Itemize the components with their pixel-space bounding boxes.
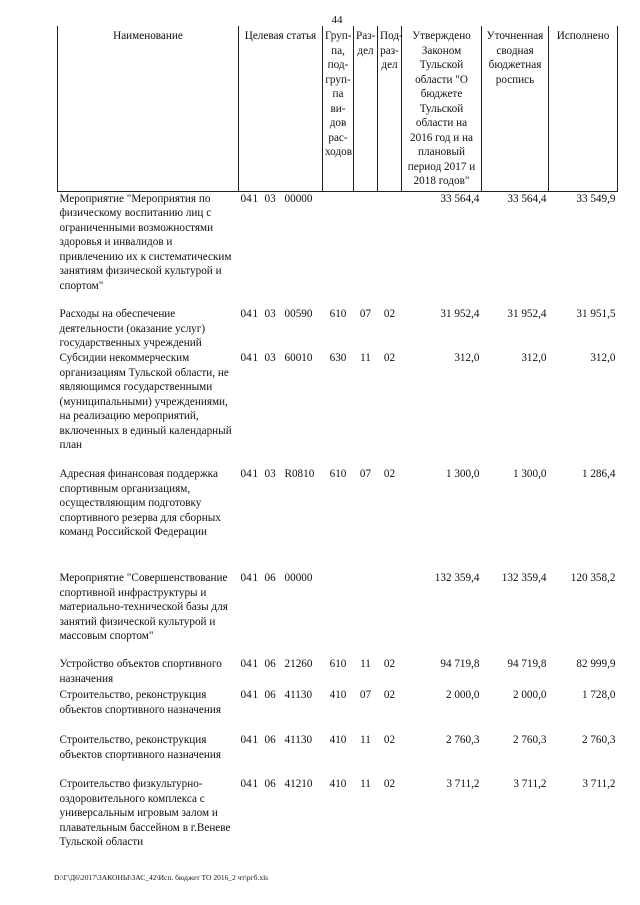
code-part: 60010 — [284, 352, 313, 364]
row-subsection: 02 — [383, 352, 396, 364]
header-section: Раз-дел — [354, 26, 378, 191]
row-name: Устройство объектов спортивного назначения — [59, 658, 222, 685]
row-subsection — [378, 571, 402, 657]
row-group: 610 — [329, 308, 347, 320]
row-target-code — [239, 351, 323, 467]
code-part: 21260 — [284, 658, 313, 670]
row-name: Расходы на обеспечение деятельности (оказание услуг) государственных учреждений — [59, 308, 206, 349]
row-group: 630 — [329, 352, 347, 364]
row-name: Адресная финансовая поддержка спортивным организациям, осуществляющим подготовку спортивного резерва для сборных команд Российской Федерации — [59, 468, 221, 538]
row-target-code — [239, 657, 323, 688]
row-subsection: 02 — [383, 778, 396, 790]
code-part: 03 — [264, 352, 276, 364]
row-target-code — [239, 733, 323, 777]
header-refined: Уточненная сводная бюджетная роспись — [482, 26, 549, 191]
row-approved: 1 300,0 — [445, 468, 480, 480]
code-part: 04 — [240, 778, 252, 790]
code-part: 1 — [252, 192, 259, 205]
row-name: Строительство, реконструкция объектов спортивного назначения — [59, 734, 221, 761]
page-number: 44 — [331, 14, 343, 26]
row-subsection: 02 — [383, 468, 396, 480]
code-part: 1 — [252, 468, 259, 480]
code-part: 04 — [240, 192, 252, 205]
row-executed: 1 728,0 — [581, 689, 616, 701]
code-part: R0810 — [284, 468, 315, 480]
row-executed: 312,0 — [590, 352, 616, 364]
code-part: 04 — [240, 468, 252, 480]
code-part: 1 — [252, 572, 259, 584]
row-approved: 33 564,4 — [440, 192, 480, 205]
row-section: 11 — [360, 778, 371, 790]
table-body — [58, 191, 618, 852]
code-part: 03 — [264, 192, 276, 205]
table-row — [58, 191, 618, 307]
row-section: 11 — [360, 734, 371, 746]
header-executed: Исполнено — [549, 26, 618, 191]
code-part: 06 — [264, 572, 276, 584]
table-header — [58, 26, 618, 191]
code-part: 1 — [252, 352, 259, 364]
code-part: 04 — [240, 352, 252, 364]
row-refined: 1 300,0 — [512, 468, 547, 480]
row-target-code — [239, 571, 323, 657]
file-path-footer: D:\Г\Д6\2017\ЗАКОНЫ\ЗАС_42\Исп. бюджет ТО 2016_2 чт\ргб.xls — [54, 873, 269, 882]
row-section: 11 — [360, 658, 371, 670]
row-approved: 312,0 — [454, 352, 480, 364]
code-part: 1 — [252, 689, 259, 701]
row-section: 07 — [359, 689, 372, 701]
header-group: Груп-па, под-груп-па ви-дов рас-ходов — [323, 26, 354, 191]
row-approved: 3 711,2 — [446, 778, 480, 790]
row-name: Строительство физкультурно-оздоровительного комплекса с универсальным игровым залом и плавательным бассейном в г.Веневе Тульской области — [59, 778, 231, 848]
row-section — [354, 191, 378, 307]
table-row — [58, 467, 618, 571]
row-executed: 3 711,2 — [582, 778, 616, 790]
row-executed: 120 358,2 — [570, 572, 616, 584]
row-group: 410 — [329, 778, 347, 790]
code-part: 06 — [264, 734, 276, 746]
row-refined: 2 000,0 — [512, 689, 547, 701]
row-group: 410 — [329, 689, 347, 701]
row-name: Субсидии некоммерческим организациям Тульской области, не являющимся государственными (муниципальными) учреждениями, на реализацию мероприятий, включенных в единый календарный план — [59, 352, 232, 451]
header-approved: Утверждено Законом Тульской области "О бюджете Тульской области на 2016 год и на плановый период 2017 и 2018 годов" — [402, 26, 482, 191]
row-refined: 3 711,2 — [513, 778, 547, 790]
row-refined: 31 952,4 — [507, 308, 547, 320]
table-row — [58, 351, 618, 467]
code-part: 04 — [240, 572, 252, 584]
header-subsection: Под-раз-дел — [378, 26, 402, 191]
code-part: 1 — [252, 308, 259, 320]
row-group: 610 — [329, 468, 347, 480]
row-subsection: 02 — [383, 734, 396, 746]
row-name: Мероприятие "Совершенствование спортивной инфраструктуры и материально-технической базы для занятий физической культурой и массовым спортом" — [59, 572, 228, 642]
row-group — [323, 571, 354, 657]
code-part: 03 — [264, 308, 276, 320]
code-part: 04 — [240, 658, 252, 670]
table-row — [58, 777, 618, 852]
row-target-code — [239, 688, 323, 733]
code-part: 41210 — [284, 778, 313, 790]
row-subsection: 02 — [383, 658, 396, 670]
code-part: 04 — [240, 308, 252, 320]
row-section: 07 — [359, 468, 372, 480]
row-refined: 33 564,4 — [507, 192, 547, 205]
row-approved: 31 952,4 — [440, 308, 480, 320]
code-part: 00000 — [284, 192, 313, 205]
row-section — [354, 571, 378, 657]
table-row — [58, 307, 618, 351]
row-name: Мероприятие "Мероприятия по физическому воспитанию лиц с ограниченными возможностями здоровья и инвалидов и привлечению их к систематическим занятиям физической культурой и спортом" — [59, 192, 232, 292]
code-part: 06 — [264, 778, 276, 790]
row-group: 410 — [329, 734, 347, 746]
code-part: 00590 — [284, 308, 313, 320]
row-target-code — [239, 467, 323, 571]
code-part: 1 — [252, 734, 259, 746]
code-part: 1 — [252, 778, 259, 790]
code-part: 41130 — [284, 734, 313, 746]
header-target-article: Целевая статья — [239, 26, 323, 191]
row-target-code — [239, 307, 323, 351]
row-section: 11 — [360, 352, 371, 364]
table-row — [58, 657, 618, 688]
table-row — [58, 733, 618, 777]
row-approved: 2 760,3 — [445, 734, 480, 746]
row-section: 07 — [359, 308, 372, 320]
row-subsection: 02 — [383, 689, 396, 701]
row-group — [323, 191, 354, 307]
row-approved: 2 000,0 — [445, 689, 480, 701]
row-executed: 82 999,9 — [576, 658, 616, 670]
row-subsection: 02 — [383, 308, 396, 320]
row-executed: 33 549,9 — [576, 192, 616, 205]
row-refined: 2 760,3 — [512, 734, 547, 746]
code-part: 06 — [264, 658, 276, 670]
table-row — [58, 571, 618, 657]
code-part: 03 — [264, 468, 276, 480]
code-part: 00000 — [284, 572, 313, 584]
code-part: 41130 — [284, 689, 313, 701]
row-executed: 2 760,3 — [581, 734, 616, 746]
row-refined: 132 359,4 — [501, 572, 547, 584]
header-name: Наименование — [58, 26, 239, 191]
row-refined: 312,0 — [521, 352, 547, 364]
row-subsection — [378, 191, 402, 307]
code-part: 04 — [240, 734, 252, 746]
row-group: 610 — [329, 658, 347, 670]
row-approved: 132 359,4 — [434, 572, 480, 584]
budget-table — [57, 26, 618, 852]
code-part: 1 — [252, 658, 259, 670]
row-name: Строительство, реконструкция объектов спортивного назначения — [59, 689, 221, 716]
table-row — [58, 688, 618, 733]
row-executed: 31 951,5 — [576, 308, 616, 320]
row-executed: 1 286,4 — [581, 468, 616, 480]
row-refined: 94 719,8 — [507, 658, 547, 670]
row-target-code — [239, 777, 323, 852]
row-approved: 94 719,8 — [440, 658, 480, 670]
code-part: 06 — [264, 689, 276, 701]
row-target-code — [239, 191, 323, 307]
code-part: 04 — [240, 689, 252, 701]
